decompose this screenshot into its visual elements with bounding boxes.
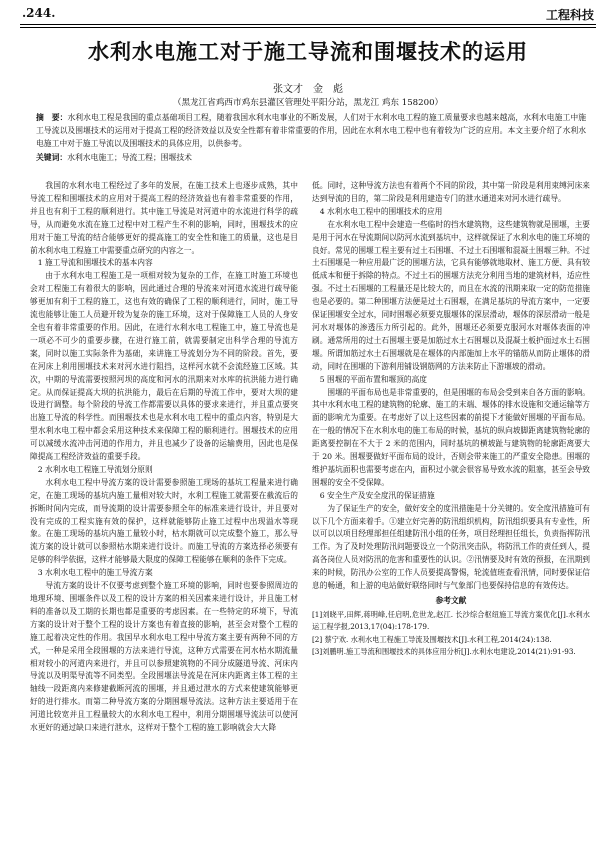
abstract-label: 摘 要： [36,113,68,122]
right-column [312,180,590,659]
reference-item: [3]刘鹏明.施工导流和围堰技术的具体应用分析[J].水利水电建设,2014(21):91-93. [312,647,576,657]
body-paragraph: 在水利水电工程中会建造一些临时的挡水建筑物，这些建筑物就是围堰，主要是用于河水在导流期间以防河水流到基坑中，这样就保证了水利水电的施工环境的良好。常见的围堰工程主要有过土石围堰、不过土石围堰和混凝土围堰三种。不过土石围堰是一种应用最广泛的围堰方法，它具有能够就地取材、施工方便、具有较低成本和便于拆除的特点。不过土石的围堰方法充分利用当地的建筑材料，适应性强。不过土石围堰的工程量还是比较大的，而且在水流的汛期来取一定的防范措施也是必要的。第二种围堰方法便是过土石围堰，在满足基坑的导流方案中，一定要保证围堰安全过水，同时围堰必须要克服堰体的深层滑动，堰体的深层滑动一般是河水对堰体的渗透压力所引起的。此外，围堰还必须要克服河水对堰体表面的冲刷。通常所用的过土石围堰主要是加筋过水土石围堰以及混凝土板护面过水土石围堰。所谓加筋过水土石围堰就是在堰体的内部施加上水平的锚筋从而防止堰体的滑动，同时在围堰的下游利用铺设钢筋网的方法来防止下游堰坡的滑动。 [312,219,590,371]
section-heading: 4 水利水电工程中的围堰技术的应用 [319,206,443,216]
section-heading: 5 围堰的平面布置和堰顶的高度 [319,374,427,384]
section-heading: 1 施工导流和围堰技术的基本内容 [37,258,153,268]
journal-name: 工程科技 [545,8,594,22]
body-paragraph: 低。同时，这种导流方法也有着两个不同的阶段，其中第一阶段是利用束缚河床来达到导流的目的，第二阶段是利用建造专门的泄水通道来对河水进行疏导。 [312,181,590,203]
section-heading: 3 水利水电工程中的施工导流方案 [37,568,153,578]
reference-item: [2] 蔡宁欢. 水利水电工程施工导流及围堰技术[J].水利工程,2014(24):138. [312,634,552,644]
header-rule-thin [20,27,596,28]
references-heading: 参考文献 [435,596,467,605]
article-title: 水利水电施工对于施工导流和围堰技术的运用 [88,40,528,64]
keywords-label: 关键词： [36,153,68,162]
keywords [36,151,586,164]
header-rule [20,24,596,25]
body-paragraph: 为了保证生产的安全，做好安全的度汛措施是十分关键的。安全度汛措施可有以下几个方面来着手。①建立好完善的防汛组织机构，防汛组织要具有专业性，所以可以以项目经理部担任组建防汛小组的任务，项目经理担任组长，负责指挥防汛工作。为了及时处理防汛问题要设立一个防汛突击队，将防汛工作的责任到人，提高各岗位人员对防汛的危害和重要性的认识。②汛情要及时有效的预报，在汛期到来的时候，防汛办公室的工作人员要提高警惕，轮流值班查看汛情，同时要保证信息的畅通，和上游的电站做好联络同时与气象部门也要保持信息的有效传达。 [312,503,590,591]
affiliation: （黑龙江省鸡西市鸡东县灌区管理处平阳分站，黑龙江 鸡东 158200） [172,98,444,108]
abstract-text: 水利水电工程是我国的重点基础项目工程，随着我国水利水电事业的不断发展，人们对于水利水电工程的施工质量要求也越来越高，水利水电施工中施工导流以及围堰技术的运用对于提高工程的经济效益以及安全性都有着非常重要的作用，因此在水利水电工程中也有着较为广泛的应用。本文主要介绍了水利水电施工中对于施工导流以及围堰技术的具体应用，以供参考。 [36,113,586,148]
keywords-text: 水利水电施工；导流工程；围堰技术 [67,153,192,162]
page-number: .244. [22,6,56,20]
body-paragraph: 导流方案的设计不仅要考虑到整个施工环境的影响，同时也要参照周边的地理环境、围堰条件以及工程的设计方案的相关因素来进行设计，并且施工材料的准备以及工期的长期也都是重要的考虑因素。在一些特定的环境下，导流方案的设计对于整个工程的设计方案也有着直接的影响，甚至会对整个工程的施工起着决定性的作用。我国早水利水电工程中导流方案主要有两种不同的方式，一种是采用全段围堰的方法来进行导流，这种方式需要在河水枯水期流量相对较小的河道内来进行，并且可以参照建筑物的不同分成隧道导流、河床内导流以及明渠导流等不同类型。全段围堰法导流是在河床内距离主体工程的主轴线一段距离内来修建截断河流的围堰，并且通过泄水的方式来使建筑能够更好的进行排水。而第二种导流方案的分期围堰导流法。这种方法主要适用于在河道比较宽并且工程量较大的水利水电工程中，利用分期围堰导流法可以使河水更好的通过缺口来进行泄水，这样对于整个工程的施工影响就会大大降 [30,581,298,733]
section-heading: 6 安全生产及安全度汛的保证措施 [319,490,435,500]
body-paragraph: 由于水利水电工程施工是一项相对较为复杂的工作，在施工时施工环境也会对工程施工有着很大的影响，因此通过合理的导流来对河道水流进行疏导能够更加有利于工程的施工，这也有效的确保了工程的顺利进行，同时，施工导流也能够让施工人员避开较为复杂的施工环境，这对于保障施工人员的人身安全也有着非常重要的作用。因此，在进行水利水电工程施工中，施工导流也是一项必不可少的重要步骤，在进行施工前，就需要制定出科学合理的导流方案，同时以施工实际条件为基础，来讲施工导流划分为不同的阶段。首先，要在河床上利用围堰技术来对河水进行阻挡，这样河水就不会流经施工区域。其次，中期的导流需要按照河坝的高度和河水的汛期来对水库的抗洪能力进行确定。从而保证提高大坝的抗洪能力，最后在后期的导流工作中，要对大坝的建设进行调整。每个阶段的导流工作都需要以具体的要求来进行，并且重点要突出施工导流的科学性。而围堰技术也是水利水电工程中的重点内容，特别是大型水利水电工程中都会采用这种技术来保障工程的顺利进行。围堰技术的应用可以减缓水流冲击河道的作用力，并且也减少了设备的运输费用，因此也是保障提高工程经济效益的重要手段。 [30,271,298,462]
authors: 张文才 金 彪 [273,84,343,95]
reference-item: [1]刘晓平,田辉,蒋明峰,任启明,危世龙,赵江. 长沙综合枢纽施工导流方案优化[J].水利水运工程学报,2013,17(04):178-179. [312,609,590,632]
body-paragraph: 围堰的平面布局也是非常重要的，但是围堰的布局会受到来自各方面的影响。其中水利水电工程的建筑物的轮廓、施工的末端、堰体的排水设施和交通运输等方面的影响尤为重要。在考虑好了以上这些因素的前提下才能做好围堰的平面布局。在一般的情况下在水利水电的施工布局的时候，基坑的纵向坡脚距离建筑物轮廓的距离要控制在不大于 2 米的范围内，同时基坑的横坡趾与建筑物的轮廓距离要大于 20 米。围堰要做好平面布局的设计，否则会带来施工的严重安全隐患。围堰的维护基坑面积也需要考虑在内，面积过小就会很容易导致水流的阻塞，甚至会导致围堰的安全不受保障。 [312,387,590,487]
section-heading: 2 水利水电工程施工导流划分原则 [37,464,153,474]
abstract [36,111,586,150]
left-column [30,180,298,735]
body-paragraph: 水利水电工程中导流方案的设计需要参照施工现场的基坑工程量来进行确定，在施工现场的基坑内施工量相对较大时，水利工程施工就需要在截流后的拆断时间内完成，而导流期的设计需要参照全年的标准来进行设计，并且要对没有完成的工程实施有效的保护，这样就能够防止施工过程中出现溢水等现象。在施工现场的基坑内施工量较小时，枯水期就可以完成整个施工，那么导流方案的设计就可以参照枯水期来进行设计。而施工导流的方案选择必须要有足够的科学依据，这样才能够最大限度的保障工程能够在顺利的条件下完成。 [30,477,298,565]
body-paragraph: 我国的水利水电工程经过了多年的发展，在施工技术上也逐步成熟，其中导流工程和围堰技术的应用对于提高工程的经济效益也有着非常重要的作用，并且也有利于工程的顺利进行。其中施工导流是对河道中的水流进行科学的疏导，从而避免水流在施工过程中对工程产生不利的影响，同时，围堰技术的应用对于施工导流的结合能够更好的提高施工的安全性和施工的质量，这也是目前水利水电工程施工中需要重点研究的内容之一。 [30,181,298,255]
